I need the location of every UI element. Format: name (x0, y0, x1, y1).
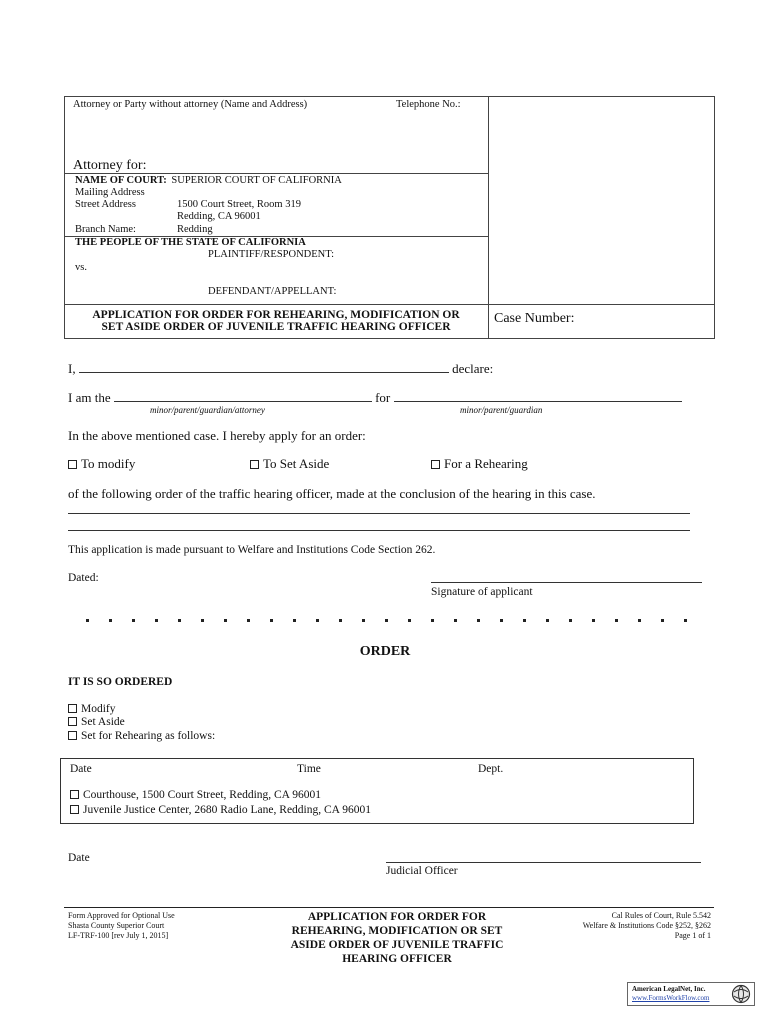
judicial-officer-signature-line[interactable] (386, 862, 701, 863)
footer-right (583, 911, 711, 941)
role-row (68, 389, 682, 406)
declarant-name-field[interactable] (79, 360, 449, 373)
case-number-label: Case Number: (494, 311, 575, 326)
footer-left-line: LF-TRF-100 [rev July 1, 2015] (68, 931, 169, 940)
relation-field[interactable] (394, 389, 682, 402)
publisher-url[interactable]: www.FormsWorkFlow.com (632, 994, 710, 1002)
court-name-label: NAME OF COURT: (75, 175, 167, 186)
checkbox[interactable] (68, 704, 77, 713)
applicant-role-field[interactable] (114, 389, 372, 402)
pursuant-text: This application is made pursuant to Welfare and Institutions Code Section 262. (68, 544, 436, 556)
globe-icon (731, 984, 751, 1004)
order-option-modify[interactable] (68, 703, 116, 715)
footer-right-line: Page 1 of 1 (674, 931, 711, 940)
footer-title-line: REHEARING, MODIFICATION OR SET (291, 925, 503, 937)
checkbox[interactable] (250, 460, 259, 469)
caption-divider (488, 96, 489, 339)
role-caption-left: minor/parent/guardian/attorney (150, 405, 265, 415)
role-caption-right: minor/parent/guardian (460, 405, 543, 415)
form-title-line2: SET ASIDE ORDER OF JUVENILE TRAFFIC HEARING OFFICER (101, 321, 451, 333)
footer-right-line: Cal Rules of Court, Rule 5.542 (611, 911, 711, 920)
order-heading: ORDER (359, 644, 411, 659)
defendant-label: DEFENDANT/APPELLANT: (208, 286, 337, 297)
location-courthouse[interactable] (70, 789, 321, 801)
branch-name-value: Redding (177, 224, 213, 235)
option-label: To Set Aside (263, 456, 330, 471)
street-address-value: 1500 Court Street, Room 319 (177, 199, 301, 210)
checkbox[interactable] (70, 805, 79, 814)
vs-label: vs. (75, 262, 87, 273)
people-label: THE PEOPLE OF THE STATE OF CALIFORNIA (75, 237, 306, 248)
court-name-value: SUPERIOR COURT OF CALIFORNIA (171, 175, 342, 186)
attorney-for-label: Attorney for: (73, 158, 147, 173)
parties-bottom-line (64, 304, 488, 305)
publisher-logo (627, 982, 755, 1006)
declarant-row (68, 360, 493, 377)
location-label: Courthouse, 1500 Court Street, Redding, CA 96001 (83, 789, 321, 801)
order-description-line-1[interactable] (68, 513, 690, 514)
order-date-label: Date (68, 852, 90, 864)
checkbox[interactable] (68, 717, 77, 726)
footer-left-line: Form Approved for Optional Use (68, 911, 175, 920)
checkbox[interactable] (431, 460, 440, 469)
i-am-the-label: I am the (68, 390, 111, 405)
for-label: for (375, 390, 391, 405)
footer-left-line: Shasta County Superior Court (68, 921, 165, 930)
signature-label: Signature of applicant (431, 586, 533, 598)
street-address-label: Street Address (75, 199, 136, 210)
so-ordered-label: IT IS SO ORDERED (68, 676, 173, 688)
checkbox[interactable] (70, 790, 79, 799)
rehearing-dept-label: Dept. (478, 763, 504, 775)
caption-box (64, 96, 715, 339)
applicant-signature-line[interactable] (431, 582, 702, 583)
option-label: For a Rehearing (444, 456, 528, 471)
option-label: Set Aside (81, 716, 125, 728)
footer-title-line: ASIDE ORDER OF JUVENILE TRAFFIC (290, 939, 504, 951)
court-name-row (75, 175, 342, 186)
footer-left (68, 911, 175, 941)
apply-text: In the above mentioned case. I hereby apply for an order: (68, 428, 366, 443)
following-order-text: of the following order of the traffic hearing officer, made at the conclusion of the hearing in this case. (68, 486, 596, 501)
dotted-separator (86, 619, 686, 627)
option-modify[interactable] (68, 456, 135, 472)
option-rehearing[interactable] (431, 456, 528, 472)
option-label: Set for Rehearing as follows: (81, 730, 216, 742)
footer-right-line: Welfare & Institutions Code §252, §262 (582, 921, 711, 930)
declare-label: declare: (452, 361, 494, 376)
checkbox[interactable] (68, 460, 77, 469)
order-description-line-2[interactable] (68, 530, 690, 531)
footer-title-line: HEARING OFFICER (342, 953, 452, 965)
order-option-set-aside[interactable] (68, 716, 125, 728)
order-option-rehearing[interactable] (68, 730, 215, 742)
attorney-label: Attorney or Party without attorney (Name and Address) (73, 99, 308, 110)
footer-title (266, 910, 528, 966)
option-set-aside[interactable] (250, 456, 329, 472)
option-label: To modify (81, 456, 136, 471)
case-number-top-line (488, 304, 715, 305)
checkbox[interactable] (68, 731, 77, 740)
publisher-name: American LegalNet, Inc. (632, 985, 706, 993)
rehearing-date-label: Date (70, 763, 92, 775)
footer-rule (64, 907, 714, 908)
city-value: Redding, CA 96001 (177, 211, 261, 222)
plaintiff-label: PLAINTIFF/RESPONDENT: (208, 249, 335, 260)
mailing-address-label: Mailing Address (75, 187, 145, 198)
footer-title-line: APPLICATION FOR ORDER FOR (307, 911, 487, 923)
form-title (64, 309, 488, 333)
dated-label: Dated: (68, 572, 99, 584)
rehearing-time-label: Time (297, 763, 321, 775)
telephone-label: Telephone No.: (396, 99, 461, 110)
form-title-line1: APPLICATION FOR ORDER FOR REHEARING, MODIFICATION OR (92, 309, 460, 321)
option-label: Modify (81, 703, 116, 715)
judicial-officer-label: Judicial Officer (386, 865, 458, 877)
location-juvenile-center[interactable] (70, 804, 371, 816)
location-label: Juvenile Justice Center, 2680 Radio Lane, Redding, CA 96001 (83, 804, 371, 816)
i-prefix: I, (68, 361, 76, 376)
branch-name-label: Branch Name: (75, 224, 136, 235)
